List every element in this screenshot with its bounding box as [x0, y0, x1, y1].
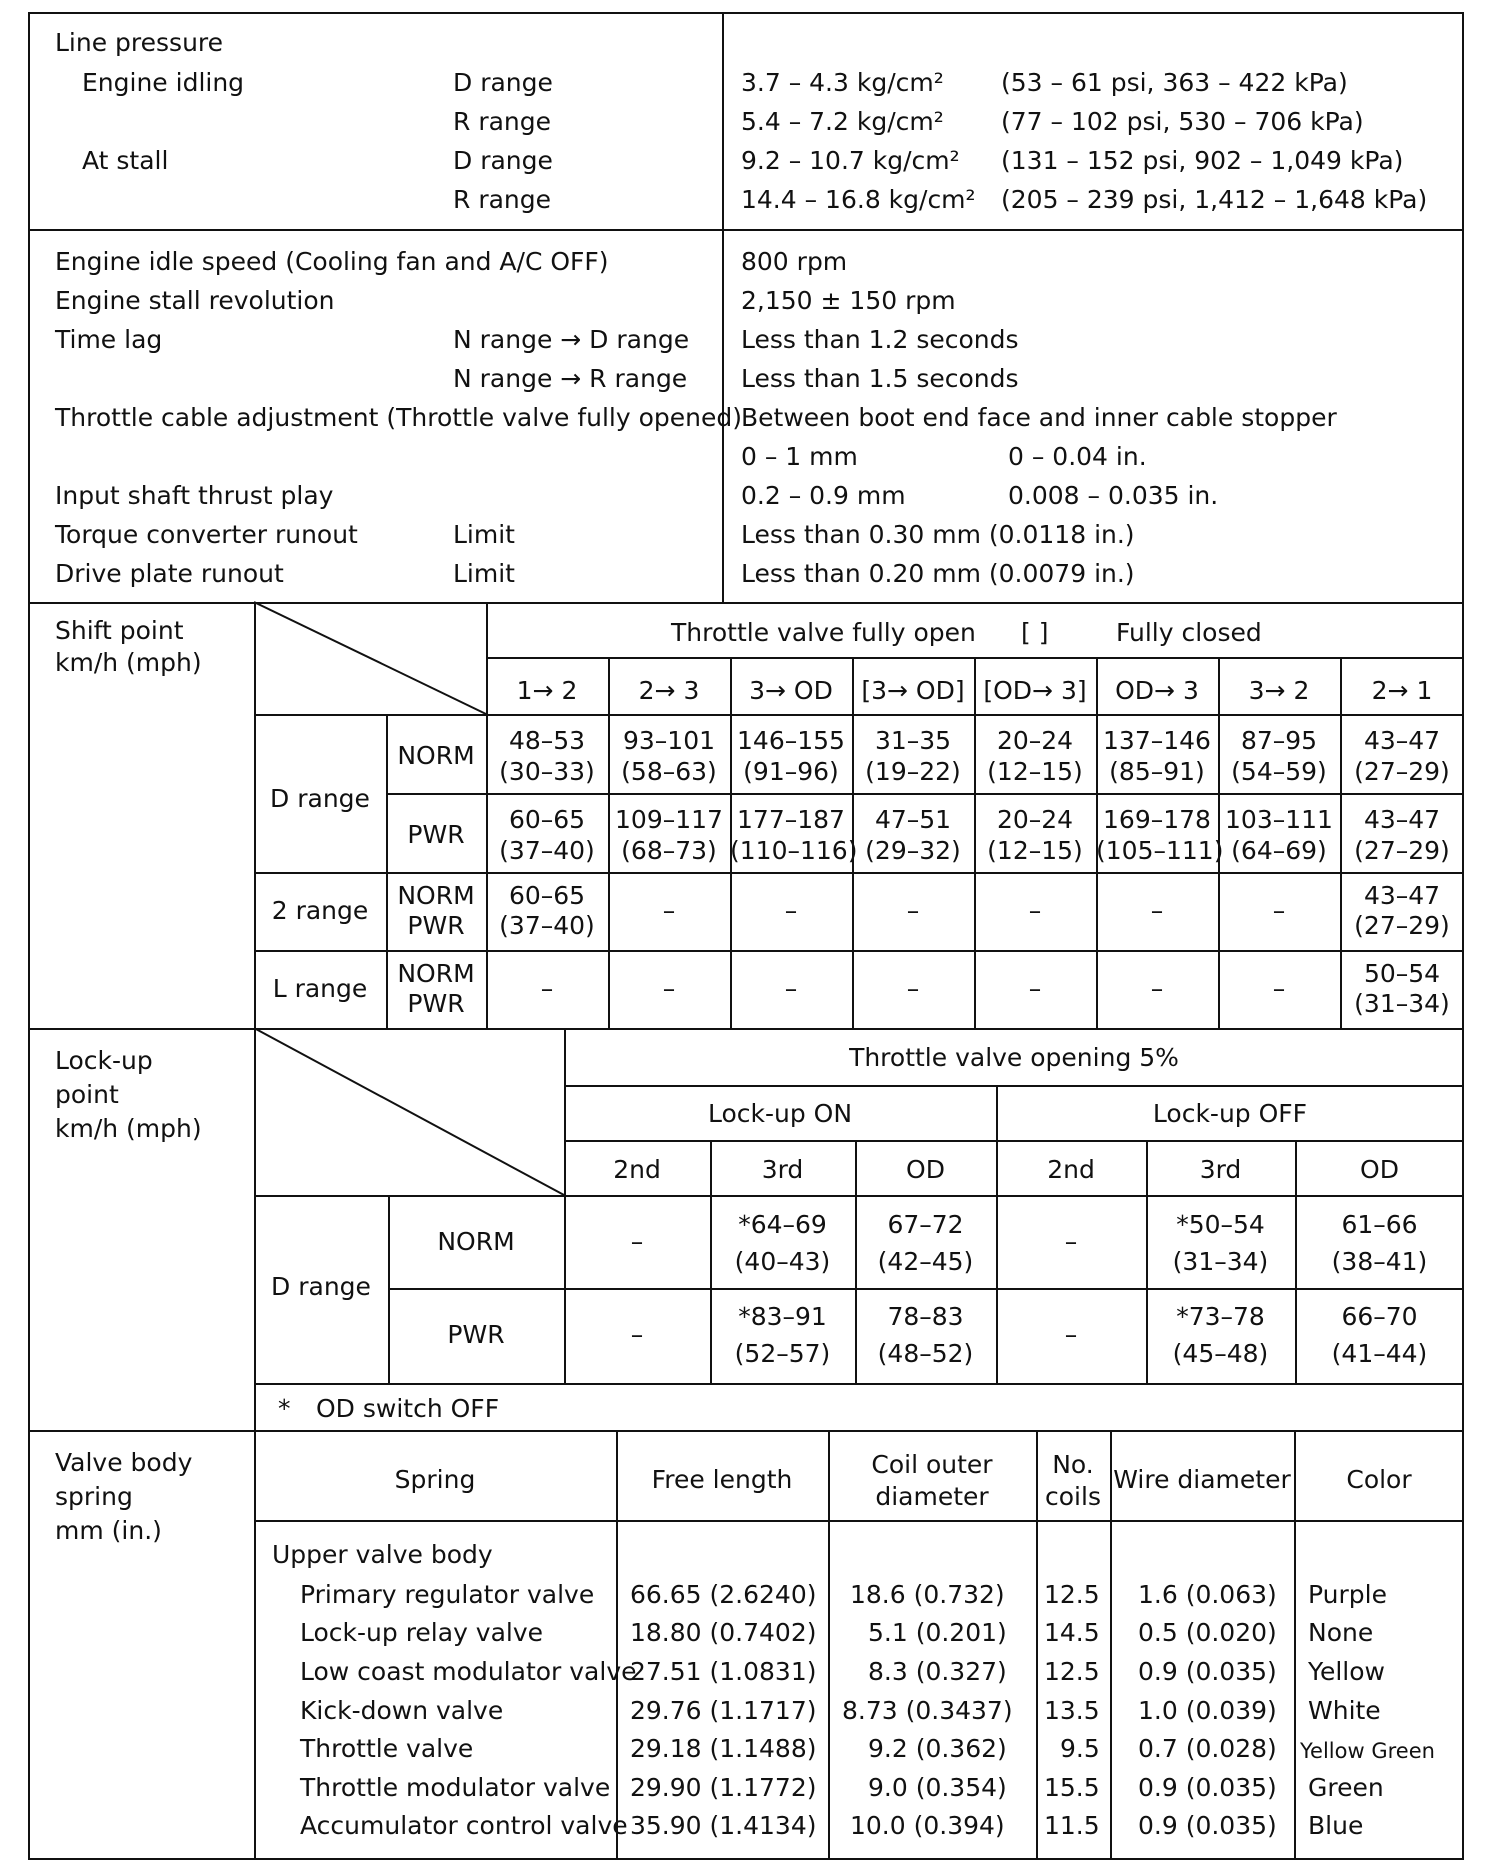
shift-cell: (85–91): [1109, 757, 1205, 786]
spring-coil: 10.0 (0.394): [850, 1811, 1005, 1840]
lockup-cell: (45–48): [1172, 1339, 1269, 1368]
gen-value: Less than 1.2 seconds: [741, 325, 1019, 354]
shift-cell: –: [906, 974, 920, 1003]
spring-coil: 9.0 (0.354): [868, 1773, 1007, 1802]
lockup-cell: (48–52): [877, 1339, 974, 1368]
spring-color: White: [1308, 1696, 1381, 1725]
diagonal-line: [254, 1028, 564, 1195]
lockup-cell: 66–70: [1341, 1302, 1418, 1331]
lockup-cell: –: [630, 1320, 644, 1349]
shift-col-header: 2→ 1: [1371, 676, 1433, 705]
gen-value: 2,150 ± 150 rpm: [741, 286, 956, 315]
shift-mode-label: NORM: [397, 881, 475, 910]
spring-col-header: diameter: [875, 1482, 989, 1511]
shift-cell: 177–187: [737, 805, 845, 834]
spring-free: 66.65 (2.6240): [630, 1580, 817, 1609]
shift-col-header: 2→ 3: [638, 676, 700, 705]
lockup-col-header: OD: [906, 1155, 945, 1184]
spring-name: Accumulator control valve: [300, 1811, 628, 1840]
lp-label: Engine idling: [82, 68, 245, 97]
shift-cell: 146–155: [737, 726, 845, 755]
divider: [254, 714, 1464, 716]
shift-cell: (31–34): [1354, 989, 1450, 1018]
shift-cell: (19–22): [865, 757, 961, 786]
lockup-cell: (31–34): [1172, 1247, 1269, 1276]
spring-color: Yellow: [1308, 1657, 1385, 1686]
lockup-cell: *64–69: [738, 1210, 827, 1239]
lockup-mode-label: NORM: [437, 1227, 515, 1256]
spring-name: Throttle valve: [300, 1734, 474, 1763]
gen-sub: Limit: [453, 520, 515, 549]
divider: [254, 1195, 1464, 1197]
divider: [388, 1288, 1464, 1290]
lp-range: R range: [453, 107, 552, 136]
lp-value: 3.7 – 4.3 kg/cm²: [741, 68, 944, 97]
divider: [254, 872, 1464, 874]
shift-cell: 109–117: [615, 805, 723, 834]
lockup-cell: (40–43): [734, 1247, 831, 1276]
spring-wire: 0.7 (0.028): [1138, 1734, 1277, 1763]
lockup-cell: (42–45): [877, 1247, 974, 1276]
gen-label: Drive plate runout: [55, 559, 284, 588]
spring-wire: 0.9 (0.035): [1138, 1657, 1277, 1686]
spring-group-label: Upper valve body: [272, 1540, 493, 1569]
shift-cell: (37–40): [499, 836, 595, 865]
gen-sub: N range → R range: [453, 364, 688, 393]
shift-col-header: OD→ 3: [1115, 676, 1199, 705]
shift-cell: 93–101: [622, 726, 716, 755]
shift-cell: (91–96): [743, 757, 839, 786]
lockup-off-header: Lock-up OFF: [1152, 1099, 1308, 1128]
lockup-col-header: 3rd: [1199, 1155, 1242, 1184]
lockup-col-header: 2nd: [613, 1155, 661, 1184]
shift-mode-label: NORM: [397, 741, 475, 770]
shift-cell: (58–63): [621, 757, 717, 786]
lockup-col-header: OD: [1360, 1155, 1399, 1184]
spring-col-header: Spring: [394, 1465, 476, 1494]
lockup-cell: –: [1064, 1227, 1078, 1256]
spring-free: 27.51 (1.0831): [630, 1657, 817, 1686]
shift-cell: –: [784, 974, 798, 1003]
diagonal-line: [254, 602, 486, 714]
spring-coils: 15.5: [1044, 1773, 1100, 1802]
divider: [28, 229, 1464, 231]
divider: [28, 1430, 1464, 1432]
spring-col-header: Free length: [651, 1465, 793, 1494]
lp-alt: (205 – 239 psi, 1,412 – 1,648 kPa): [1001, 185, 1428, 214]
shift-cell: 20–24: [996, 805, 1074, 834]
gen-label: Input shaft thrust play: [55, 481, 334, 510]
shift-cell: (54–59): [1231, 757, 1327, 786]
shift-cell: 60–65: [508, 881, 586, 910]
divider: [564, 1140, 1464, 1142]
lp-range: R range: [453, 185, 552, 214]
divider: [254, 950, 1464, 952]
spring-free: 35.90 (1.4134): [630, 1811, 817, 1840]
spring-name: Throttle modulator valve: [300, 1773, 611, 1802]
shift-col-header: 3→ 2: [1248, 676, 1310, 705]
lockup-cell: *50–54: [1176, 1210, 1265, 1239]
spring-coil: 8.3 (0.327): [868, 1657, 1007, 1686]
gen-value: Between boot end face and inner cable stopper: [741, 403, 1337, 432]
lockup-title: Lock-up: [55, 1046, 153, 1075]
lockup-mode-label: PWR: [447, 1320, 505, 1349]
shift-cell: 87–95: [1240, 726, 1318, 755]
lockup-note: OD switch OFF: [316, 1394, 500, 1423]
shift-cell: 48–53: [508, 726, 586, 755]
lp-alt: (131 – 152 psi, 902 – 1,049 kPa): [1001, 146, 1404, 175]
spring-name: Low coast modulator valve: [300, 1657, 637, 1686]
lockup-unit: km/h (mph): [55, 1114, 202, 1143]
spring-wire: 0.5 (0.020): [1138, 1618, 1277, 1647]
shift-cell: –: [906, 896, 920, 925]
lockup-title: point: [55, 1080, 119, 1109]
shift-cell: 20–24: [996, 726, 1074, 755]
shift-cell: –: [1150, 974, 1164, 1003]
spring-col-header: No.: [1052, 1450, 1094, 1479]
shift-cell: 43–47: [1363, 805, 1441, 834]
spring-free: 29.18 (1.1488): [630, 1734, 817, 1763]
gen-value: Less than 0.20 mm (0.0079 in.): [741, 559, 1135, 588]
shift-cell: 50–54: [1363, 959, 1441, 988]
shift-cell: 31–35: [874, 726, 952, 755]
shift-cell: (30–33): [499, 757, 595, 786]
spring-wire: 1.0 (0.039): [1138, 1696, 1277, 1725]
divider: [254, 1383, 1464, 1385]
lockup-cell: *83–91: [738, 1302, 827, 1331]
shift-mode-label: NORM: [397, 959, 475, 988]
spring-col-header: Coil outer: [871, 1450, 993, 1479]
divider: [28, 1028, 1464, 1030]
spring-wire: 0.9 (0.035): [1138, 1773, 1277, 1802]
lp-alt: (53 – 61 psi, 363 – 422 kPa): [1001, 68, 1348, 97]
spring-coil: 5.1 (0.201): [868, 1618, 1007, 1647]
lockup-header: Throttle valve opening 5%: [849, 1043, 1179, 1072]
shift-col-header: [3→ OD]: [861, 676, 965, 705]
shift-cell: –: [662, 974, 676, 1003]
shift-range-label: D range: [270, 784, 370, 813]
shift-cell: –: [1028, 974, 1042, 1003]
spring-free: 29.90 (1.1772): [630, 1773, 817, 1802]
lp-alt: (77 – 102 psi, 530 – 706 kPa): [1001, 107, 1364, 136]
shift-cell: –: [1272, 974, 1286, 1003]
lockup-cell: 61–66: [1341, 1210, 1418, 1239]
lp-label: At stall: [82, 146, 169, 175]
spring-coils: 12.5: [1044, 1580, 1100, 1609]
shift-unit: km/h (mph): [55, 648, 202, 677]
lockup-col-header: 3rd: [761, 1155, 804, 1184]
shift-range-label: 2 range: [271, 896, 369, 925]
spring-col-header: coils: [1045, 1482, 1101, 1511]
shift-cell: –: [540, 974, 554, 1003]
shift-header: Throttle valve fully open: [671, 618, 976, 647]
divider: [254, 1520, 1464, 1522]
lockup-cell: (52–57): [734, 1339, 831, 1368]
spring-color: Yellow Green: [1300, 1739, 1435, 1763]
gen-label: Torque converter runout: [55, 520, 358, 549]
shift-cell: 47–51: [874, 805, 952, 834]
spring-color: Green: [1308, 1773, 1384, 1802]
shift-cell: (12–15): [987, 757, 1083, 786]
spring-free: 18.80 (0.7402): [630, 1618, 817, 1647]
lockup-range-label: D range: [271, 1272, 371, 1301]
gen-label: Throttle cable adjustment (Throttle valve fully opened): [55, 403, 742, 432]
lockup-cell: 67–72: [887, 1210, 964, 1239]
gen-value2: 0.008 – 0.035 in.: [1008, 481, 1219, 510]
shift-mode-label: PWR: [407, 911, 465, 940]
lp-value: 14.4 – 16.8 kg/cm²: [741, 185, 976, 214]
gen-label: Time lag: [55, 325, 163, 354]
gen-value: 800 rpm: [741, 247, 848, 276]
shift-cell: –: [1150, 896, 1164, 925]
spring-wire: 1.6 (0.063): [1138, 1580, 1277, 1609]
lp-range: D range: [453, 146, 553, 175]
shift-col-header: 3→ OD: [749, 676, 833, 705]
shift-col-header: 1→ 2: [516, 676, 578, 705]
gen-sub: Limit: [453, 559, 515, 588]
shift-cell: (37–40): [499, 911, 595, 940]
gen-value: 0 – 1 mm: [741, 442, 858, 471]
shift-cell: (27–29): [1354, 911, 1450, 940]
spring-free: 29.76 (1.1717): [630, 1696, 817, 1725]
spring-coils: 9.5: [1060, 1734, 1100, 1763]
spring-wire: 0.9 (0.035): [1138, 1811, 1277, 1840]
gen-value: Less than 1.5 seconds: [741, 364, 1019, 393]
divider: [386, 793, 1464, 795]
spring-color: Blue: [1308, 1811, 1364, 1840]
lockup-cell: (41–44): [1331, 1339, 1428, 1368]
spring-col-header: Color: [1346, 1465, 1412, 1494]
shift-cell: (105–111): [1096, 836, 1224, 865]
gen-value2: 0 – 0.04 in.: [1008, 442, 1147, 471]
lockup-cell: –: [630, 1227, 644, 1256]
shift-cell: (27–29): [1354, 757, 1450, 786]
shift-title: Shift point: [55, 616, 184, 645]
shift-cell: 169–178: [1103, 805, 1211, 834]
lockup-cell: (38–41): [1331, 1247, 1428, 1276]
shift-cell: 43–47: [1363, 881, 1441, 910]
shift-cell: –: [1028, 896, 1042, 925]
lp-value: 9.2 – 10.7 kg/cm²: [741, 146, 960, 175]
spring-coils: 13.5: [1044, 1696, 1100, 1725]
gen-value: 0.2 – 0.9 mm: [741, 481, 906, 510]
shift-cell: –: [662, 896, 676, 925]
shift-mode-label: PWR: [407, 989, 465, 1018]
shift-mode-label: PWR: [407, 820, 465, 849]
gen-value: Less than 0.30 mm (0.0118 in.): [741, 520, 1135, 549]
divider: [564, 1085, 1464, 1087]
lockup-on-header: Lock-up ON: [707, 1099, 853, 1128]
shift-cell: 103–111: [1225, 805, 1333, 834]
shift-cell: 43–47: [1363, 726, 1441, 755]
shift-cell: (68–73): [621, 836, 717, 865]
lp-value: 5.4 – 7.2 kg/cm²: [741, 107, 944, 136]
spring-name: Lock-up relay valve: [300, 1618, 544, 1647]
shift-header-bracket: [ ]: [1021, 618, 1049, 647]
spring-name: Kick-down valve: [300, 1696, 504, 1725]
lockup-cell: 78–83: [887, 1302, 964, 1331]
spring-coils: 14.5: [1044, 1618, 1100, 1647]
shift-cell: 60–65: [508, 805, 586, 834]
shift-cell: (12–15): [987, 836, 1083, 865]
shift-cell: (64–69): [1231, 836, 1327, 865]
shift-range-label: L range: [272, 974, 368, 1003]
spring-coils: 12.5: [1044, 1657, 1100, 1686]
lp-range: D range: [453, 68, 553, 97]
shift-header-closed: Fully closed: [1116, 618, 1262, 647]
spring-coil: 9.2 (0.362): [868, 1734, 1007, 1763]
gen-label: Engine stall revolution: [55, 286, 335, 315]
gen-label: Engine idle speed (Cooling fan and A/C OFF): [55, 247, 609, 276]
spring-col-header: Wire diameter: [1113, 1465, 1291, 1494]
shift-cell: (110–116): [730, 836, 858, 865]
shift-cell: –: [784, 896, 798, 925]
lockup-cell: *73–78: [1176, 1302, 1265, 1331]
lockup-note-star: *: [278, 1394, 291, 1423]
spring-unit: mm (in.): [55, 1516, 162, 1545]
spring-coil: 18.6 (0.732): [850, 1580, 1005, 1609]
lockup-cell: –: [1064, 1320, 1078, 1349]
lockup-col-header: 2nd: [1047, 1155, 1095, 1184]
divider: [722, 12, 724, 602]
spring-color: Purple: [1308, 1580, 1387, 1609]
spring-title: spring: [55, 1482, 133, 1511]
line-pressure-title: Line pressure: [55, 28, 224, 57]
spring-color: None: [1308, 1618, 1374, 1647]
shift-cell: –: [1272, 896, 1286, 925]
shift-cell: 137–146: [1103, 726, 1211, 755]
spring-coils: 11.5: [1044, 1811, 1100, 1840]
shift-cell: (29–32): [865, 836, 961, 865]
spring-title: Valve body: [55, 1448, 193, 1477]
divider: [28, 602, 1464, 604]
spring-coil: 8.73 (0.3437): [842, 1696, 1013, 1725]
shift-cell: (27–29): [1354, 836, 1450, 865]
gen-sub: N range → D range: [453, 325, 690, 354]
spring-name: Primary regulator valve: [300, 1580, 595, 1609]
shift-col-header: [OD→ 3]: [983, 676, 1087, 705]
